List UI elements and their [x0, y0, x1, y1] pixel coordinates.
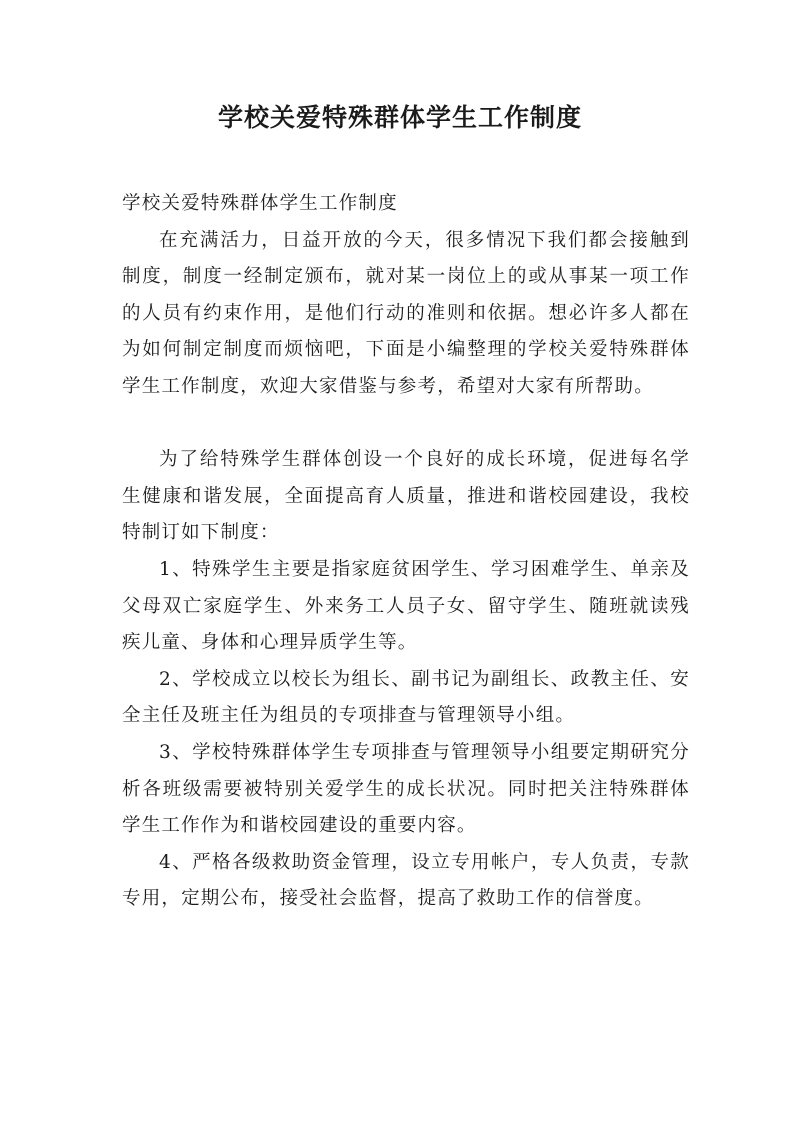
rule-item-2: 2、学校成立以校长为组长、副书记为副组长、政教主任、安全主任及班主任为组员的专项排查与管理领导小组。 [122, 668, 690, 727]
rule-item-4: 4、严格各级救助资金管理，设立专用帐户，专人负责，专款专用，定期公布，接受社会监督，提高了救助工作的信誉度。 [122, 851, 690, 910]
document-body [122, 186, 690, 918]
page-title: 学校关爱特殊群体学生工作制度 [217, 103, 582, 132]
preamble-paragraph: 为了给特殊学生群体创设一个良好的成长环境，促进每名学生健康和谐发展，全面提高育人质量，推进和谐校园建设，我校特制订如下制度： [122, 449, 690, 544]
intro-paragraph: 在充满活力，日益开放的今天，很多情况下我们都会接触到制度，制度一经制定颁布，就对某一岗位上的或从事某一项工作的人员有约束作用，是他们行动的准则和依据。想必许多人都在为如何制定制度而烦恼吧，下面是小编整理的学校关爱特殊群体学生工作制度，欢迎大家借鉴与参考，希望对大家有所帮助。 [122, 229, 690, 397]
rule-item-3: 3、学校特殊群体学生专项排查与管理领导小组要定期研究分析各班级需要被特别关爱学生的成长状况。同时把关注特殊群体学生工作作为和谐校园建设的重要内容。 [122, 741, 690, 837]
document-subtitle: 学校关爱特殊群体学生工作制度 [122, 193, 398, 214]
rule-item-1: 1、特殊学生主要是指家庭贫困学生、学习困难学生、单亲及父母双亡家庭学生、外来务工人员子女、留守学生、随班就读残疾儿童、身体和心理异质学生等。 [122, 558, 690, 654]
